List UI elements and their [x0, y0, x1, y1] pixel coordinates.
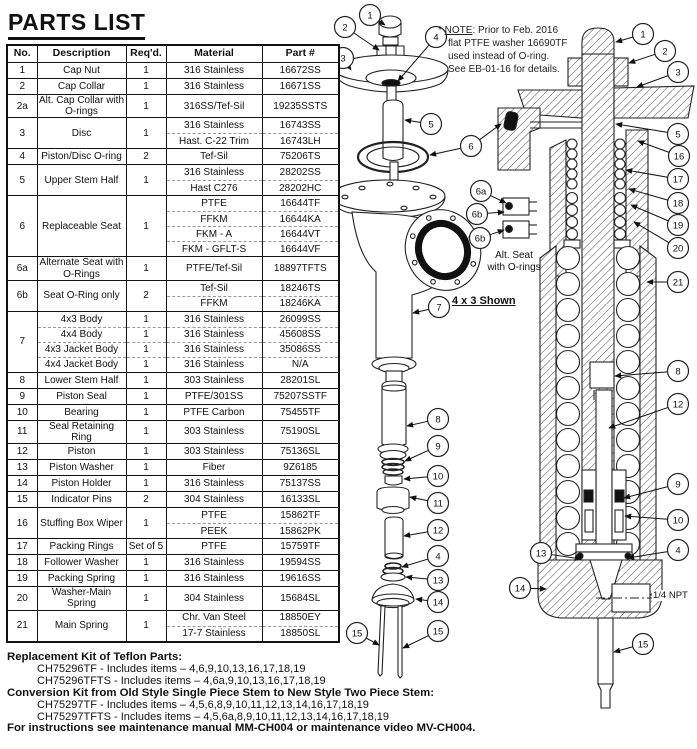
- table-row: [7, 555, 339, 571]
- alt-seat-detail: [503, 198, 537, 238]
- cell-reqd: 1: [126, 571, 166, 587]
- cell-part: 15862PK: [262, 524, 339, 539]
- table-row: [7, 327, 339, 342]
- cell-reqd: 1: [126, 342, 166, 357]
- note-line1: : Prior to Feb. 2016: [472, 25, 559, 36]
- cell-reqd: 1: [126, 420, 166, 443]
- cell-part: 18850EY: [262, 610, 339, 626]
- cell-part: 16743LH: [262, 134, 339, 149]
- cell-material: 316 Stainless: [166, 63, 262, 79]
- cell-no: 20: [7, 587, 37, 610]
- cell-material: PTFE: [166, 196, 262, 212]
- cross-section-diagram: [498, 28, 694, 708]
- cell-desc: Piston Washer: [37, 460, 126, 476]
- cell-reqd: 1: [126, 79, 166, 95]
- kit1-line: CH75296TFTS - Includes items – 4,6a,9,10,13,16,17,18,19: [37, 674, 326, 687]
- cell-material: 304 Stainless: [166, 492, 262, 508]
- cell-material: 316 Stainless: [166, 476, 262, 492]
- leader-line: [416, 599, 428, 601]
- cell-part: 16743SS: [262, 118, 339, 134]
- table-row: [7, 460, 339, 476]
- cell-desc: Cap Nut: [37, 63, 126, 79]
- instructions-line: For instructions see maintenance manual MM-CH004 or maintenance video MV-CH004.: [7, 722, 476, 735]
- leader-line: [406, 577, 428, 579]
- callout-number: 10: [432, 471, 444, 483]
- cell-reqd: 2: [126, 149, 166, 165]
- cell-reqd: 1: [126, 508, 166, 539]
- leader-line: [407, 421, 428, 426]
- cell-material: 316 Stainless: [166, 165, 262, 181]
- cell-material: PEEK: [166, 524, 262, 539]
- cell-part: 28201SL: [262, 372, 339, 388]
- callout-number: 6b: [471, 209, 483, 221]
- cell-reqd: 1: [126, 404, 166, 420]
- cell-desc: 4x3 Body: [37, 311, 126, 327]
- cell-desc: Piston/Disc O-ring: [37, 149, 126, 165]
- cell-part: 16133SL: [262, 492, 339, 508]
- exploded-view-diagram: [331, 16, 493, 678]
- callout-number: 8: [675, 366, 681, 378]
- leader-line: [354, 33, 379, 50]
- cell-desc: Main Spring: [37, 610, 126, 642]
- callout-number: 15: [637, 639, 649, 651]
- cell-part: 19594SS: [262, 555, 339, 571]
- cell-material: 316 Stainless: [166, 555, 262, 571]
- table-row: [7, 149, 339, 165]
- note-asterisk: *: [438, 25, 445, 36]
- callout-number: 4: [433, 32, 439, 44]
- table-row: [7, 196, 339, 212]
- cell-desc: Replaceable Seat: [37, 196, 126, 257]
- cell-desc: Alternate Seat with O-Rings: [37, 257, 126, 280]
- callout-number: 8: [435, 414, 441, 426]
- col-header-material: Material: [166, 45, 262, 63]
- cell-part: 19235SSTS: [262, 95, 339, 118]
- cell-no: 6b: [7, 280, 37, 311]
- cell-material: Tef-Sil: [166, 280, 262, 296]
- callout-number: 9: [675, 479, 681, 491]
- cell-reqd: Set of 5: [126, 539, 166, 555]
- cell-reqd: 1: [126, 587, 166, 610]
- leader-line: [410, 497, 428, 501]
- cell-material: FKM - GFLT-S: [166, 242, 262, 257]
- cell-no: 1: [7, 63, 37, 79]
- cell-no: 8: [7, 372, 37, 388]
- leader-line: [629, 54, 655, 63]
- callout-number: 14: [514, 583, 526, 595]
- cell-reqd: 1: [126, 388, 166, 404]
- cell-no: 13: [7, 460, 37, 476]
- cell-material: Hast C276: [166, 181, 262, 196]
- cell-desc: 4x4 Body: [37, 327, 126, 342]
- callout-number: 19: [672, 220, 684, 232]
- section-stem-nut: [590, 362, 614, 388]
- cell-part: 16644TF: [262, 196, 339, 212]
- section-bonnet: [498, 108, 540, 170]
- size-shown-label: 4 x 3 Shown: [452, 295, 516, 307]
- cell-material: Fiber: [166, 460, 262, 476]
- cell-desc: Piston Holder: [37, 476, 126, 492]
- cell-part: 75190SL: [262, 420, 339, 443]
- table-row: [7, 444, 339, 460]
- cell-material: 17-7 Stainless: [166, 626, 262, 642]
- cell-no: 10: [7, 404, 37, 420]
- cell-material: Hast. C-22 Trim: [166, 134, 262, 149]
- callout-number: 9: [435, 441, 441, 453]
- callout-number: 15: [351, 628, 363, 640]
- table-row: [7, 342, 339, 357]
- cell-part: 75455TF: [262, 404, 339, 420]
- cell-part: 18897TFTS: [262, 257, 339, 280]
- cell-reqd: 1: [126, 444, 166, 460]
- leader-line: [487, 212, 504, 213]
- cell-material: PTFE Carbon: [166, 404, 262, 420]
- callout-number: 6a: [475, 186, 487, 198]
- note-block: [438, 24, 620, 76]
- cell-part: 18850SL: [262, 626, 339, 642]
- cell-material: Chr. Van Steel: [166, 610, 262, 626]
- leader-line: [402, 559, 428, 567]
- cell-no: 21: [7, 610, 37, 642]
- cell-no: 18: [7, 555, 37, 571]
- table-row: [7, 357, 339, 372]
- table-row: [7, 404, 339, 420]
- kit2-line: CH75297TF - Includes items – 4,5,6,8,9,10,11,12,13,14,16,17,18,19: [37, 698, 369, 711]
- table-row: [7, 63, 339, 79]
- cell-part: 75206TS: [262, 149, 339, 165]
- cell-no: 3: [7, 118, 37, 149]
- callout-number: 10: [672, 515, 684, 527]
- leader-line: [405, 450, 428, 461]
- alt-seat-label: Alt. Seat with O-rings: [487, 250, 541, 273]
- cell-material: 316SS/Tef-Sil: [166, 95, 262, 118]
- callout-number: 11: [433, 498, 443, 510]
- table-row: [7, 610, 339, 626]
- leader-line: [403, 636, 429, 648]
- cell-no: 6a: [7, 257, 37, 280]
- cell-reqd: 1: [126, 165, 166, 196]
- callout-number: 17: [672, 174, 684, 186]
- kit1-title: Replacement Kit of Teflon Parts:: [7, 651, 183, 663]
- cell-part: 15862TF: [262, 508, 339, 524]
- cell-desc: Cap Collar: [37, 79, 126, 95]
- kit2-title: Conversion Kit from Old Style Single Piece Stem to New Style Two Piece Stem:: [7, 686, 435, 699]
- leader-line: [404, 532, 428, 536]
- cell-reqd: 1: [126, 555, 166, 571]
- cell-material: 316 Stainless: [166, 311, 262, 327]
- cell-desc: Piston Seal: [37, 388, 126, 404]
- cell-part: N/A: [262, 357, 339, 372]
- cell-no: 6: [7, 196, 37, 257]
- cell-material: PTFE: [166, 539, 262, 555]
- cell-no: 15: [7, 492, 37, 508]
- kit1-line: CH75296TF - Includes items – 4,6,9,10,13,16,17,18,19: [37, 662, 306, 675]
- cell-desc: Stuffing Box Wiper: [37, 508, 126, 539]
- cell-reqd: 1: [126, 610, 166, 642]
- callout-number: 6: [468, 141, 474, 153]
- cell-no: 16: [7, 508, 37, 539]
- cell-material: FKM - A: [166, 227, 262, 242]
- kit-notes: [7, 652, 627, 735]
- cell-desc: Disc: [37, 118, 126, 149]
- cell-reqd: 1: [126, 196, 166, 257]
- leader-line: [430, 148, 461, 155]
- cell-desc: Seal Retaining Ring: [37, 420, 126, 443]
- cell-no: 11: [7, 420, 37, 443]
- table-row: [7, 388, 339, 404]
- cell-material: FFKM: [166, 212, 262, 227]
- note-line2: flat PTFE washer 16690TF: [448, 38, 568, 49]
- callout-number: 5: [675, 129, 681, 141]
- cell-desc: Packing Spring: [37, 571, 126, 587]
- cell-part: 16644KA: [262, 212, 339, 227]
- cell-desc: Indicator Pins: [37, 492, 126, 508]
- cell-reqd: 1: [126, 476, 166, 492]
- table-row: [7, 118, 339, 134]
- cell-material: 316 Stainless: [166, 118, 262, 134]
- section-piston: [596, 390, 612, 560]
- callout-number: 2: [662, 46, 668, 58]
- cell-desc: Washer-Main Spring: [37, 587, 126, 610]
- callout-number: 3: [675, 67, 681, 79]
- cell-desc: Packing Rings: [37, 539, 126, 555]
- cell-desc: Upper Stem Half: [37, 165, 126, 196]
- callout-number: 7: [436, 302, 442, 314]
- cell-desc: Follower Washer: [37, 555, 126, 571]
- cell-part: 16644VT: [262, 227, 339, 242]
- table-row: [7, 372, 339, 388]
- cell-material: 316 Stainless: [166, 342, 262, 357]
- cell-reqd: 1: [126, 327, 166, 342]
- cell-part: 45608SS: [262, 327, 339, 342]
- cell-material: 316 Stainless: [166, 327, 262, 342]
- cell-part: 16644VF: [262, 242, 339, 257]
- cell-reqd: 2: [126, 492, 166, 508]
- cell-reqd: 1: [126, 118, 166, 149]
- cell-reqd: 1: [126, 357, 166, 372]
- cell-reqd: 1: [126, 63, 166, 79]
- table-row: [7, 95, 339, 118]
- callout-number: 12: [672, 399, 684, 411]
- cell-no: 19: [7, 571, 37, 587]
- parts-table-header: [7, 45, 339, 63]
- cell-part: 19616SS: [262, 571, 339, 587]
- parts-table: [6, 44, 340, 643]
- callout-number: 5: [428, 119, 434, 131]
- cell-no: 14: [7, 476, 37, 492]
- cell-material: 303 Stainless: [166, 420, 262, 443]
- callout-number: 2: [342, 22, 348, 34]
- cell-part: 75136SL: [262, 444, 339, 460]
- cell-part: 9Z6185: [262, 460, 339, 476]
- callout-number: 4: [435, 551, 441, 563]
- cell-material: 303 Stainless: [166, 444, 262, 460]
- note-line4: See EB-01-16 for details.: [448, 64, 560, 75]
- cell-reqd: 1: [126, 257, 166, 280]
- cell-desc: Bearing: [37, 404, 126, 420]
- table-row: [7, 420, 339, 443]
- table-row: [7, 476, 339, 492]
- cell-part: 16671SS: [262, 79, 339, 95]
- cell-no: 5: [7, 165, 37, 196]
- cell-material: 316 Stainless: [166, 357, 262, 372]
- cell-desc: Seat O-Ring only: [37, 280, 126, 311]
- cell-desc: Alt. Cap Collar with O-rings: [38, 95, 125, 118]
- cell-material: PTFE: [166, 508, 262, 524]
- callout-number: 13: [535, 548, 547, 560]
- cell-material: PTFE/Tef-Sil: [166, 257, 262, 280]
- cell-reqd: 1: [126, 311, 166, 327]
- col-header-reqd: Req'd.: [126, 45, 166, 63]
- cell-part: 28202HC: [262, 181, 339, 196]
- cell-material: PTFE/301SS: [166, 388, 262, 404]
- col-header-description: Description: [37, 45, 126, 63]
- cell-desc: 4x4 Jacket Body: [37, 357, 126, 372]
- cell-reqd: 2: [126, 280, 166, 311]
- note-label: NOTE: [444, 25, 473, 36]
- table-row: [7, 587, 339, 610]
- cell-no: 9: [7, 388, 37, 404]
- leader-line: [490, 230, 504, 235]
- npt-label: 1/4 NPT: [653, 590, 688, 601]
- cell-part: 26099SS: [262, 311, 339, 327]
- cell-part: 35086SS: [262, 342, 339, 357]
- callout-number: 21: [672, 277, 684, 289]
- cell-part: 18246KA: [262, 296, 339, 311]
- leader-line: [530, 588, 546, 589]
- kit2-line: CH75297TFTS - Includes items – 4,5,6a,8,9,10,11,12,13,14,16,17,18,19: [37, 710, 390, 723]
- cell-no: 12: [7, 444, 37, 460]
- callout-number: 1: [367, 10, 373, 22]
- piston-part: [385, 517, 403, 559]
- callout-number: 20: [672, 243, 684, 255]
- cell-material: FFKM: [166, 296, 262, 311]
- callout-number: 1: [640, 29, 646, 41]
- cell-no: 7: [7, 311, 37, 372]
- cell-desc: 4x3 Jacket Body: [37, 342, 126, 357]
- page-title: PARTS LIST: [8, 9, 145, 40]
- callout-number: 15: [432, 626, 444, 638]
- cell-material: 303 Stainless: [166, 372, 262, 388]
- cell-no: 4: [7, 149, 37, 165]
- table-row: [7, 165, 339, 181]
- leader-line: [405, 120, 421, 122]
- cell-reqd: 1: [126, 372, 166, 388]
- cell-reqd: 1: [126, 95, 166, 118]
- leader-line: [637, 76, 668, 87]
- leader-line: [366, 638, 379, 645]
- callout-number: 3: [340, 53, 346, 65]
- cell-no: 2: [7, 79, 37, 95]
- leader-line: [413, 309, 429, 313]
- cell-material: 316 Stainless: [166, 571, 262, 587]
- callout-number: 18: [672, 198, 684, 210]
- cell-part: 75207SSTF: [262, 388, 339, 404]
- table-row: [7, 539, 339, 555]
- table-row: [7, 492, 339, 508]
- cell-part: 16672SS: [262, 63, 339, 79]
- callout-number: 12: [432, 525, 444, 537]
- table-row: [7, 508, 339, 524]
- callout-number: 13: [432, 575, 444, 587]
- col-header-part: Part #: [262, 45, 339, 63]
- cell-part: 15684SL: [262, 587, 339, 610]
- cell-part: 75137SS: [262, 476, 339, 492]
- cell-material: Tef-Sil: [166, 149, 262, 165]
- cell-material: 316 Stainless: [166, 79, 262, 95]
- callout-number: 4: [675, 545, 681, 557]
- upper-stem-part: [383, 100, 403, 161]
- cell-desc: Lower Stem Half: [37, 372, 126, 388]
- cell-no: 17: [7, 539, 37, 555]
- leader-line: [404, 477, 428, 479]
- cell-no: 2a: [7, 95, 37, 118]
- col-header-no: No.: [7, 45, 37, 63]
- cell-part: 18246TS: [262, 280, 339, 296]
- cell-material: 304 Stainless: [166, 587, 262, 610]
- table-row: [7, 571, 339, 587]
- callout-number: 6b: [474, 233, 486, 245]
- cell-reqd: 1: [126, 460, 166, 476]
- note-line3: used instead of O-ring.: [448, 51, 550, 62]
- cell-part: 15759TF: [262, 539, 339, 555]
- table-row: [7, 311, 339, 327]
- cell-desc: Piston: [37, 444, 126, 460]
- table-row: [7, 280, 339, 296]
- callout-number: 16: [673, 151, 685, 163]
- table-row: [7, 79, 339, 95]
- callout-number: 14: [432, 597, 444, 609]
- table-row: [7, 257, 339, 280]
- cell-part: 28202SS: [262, 165, 339, 181]
